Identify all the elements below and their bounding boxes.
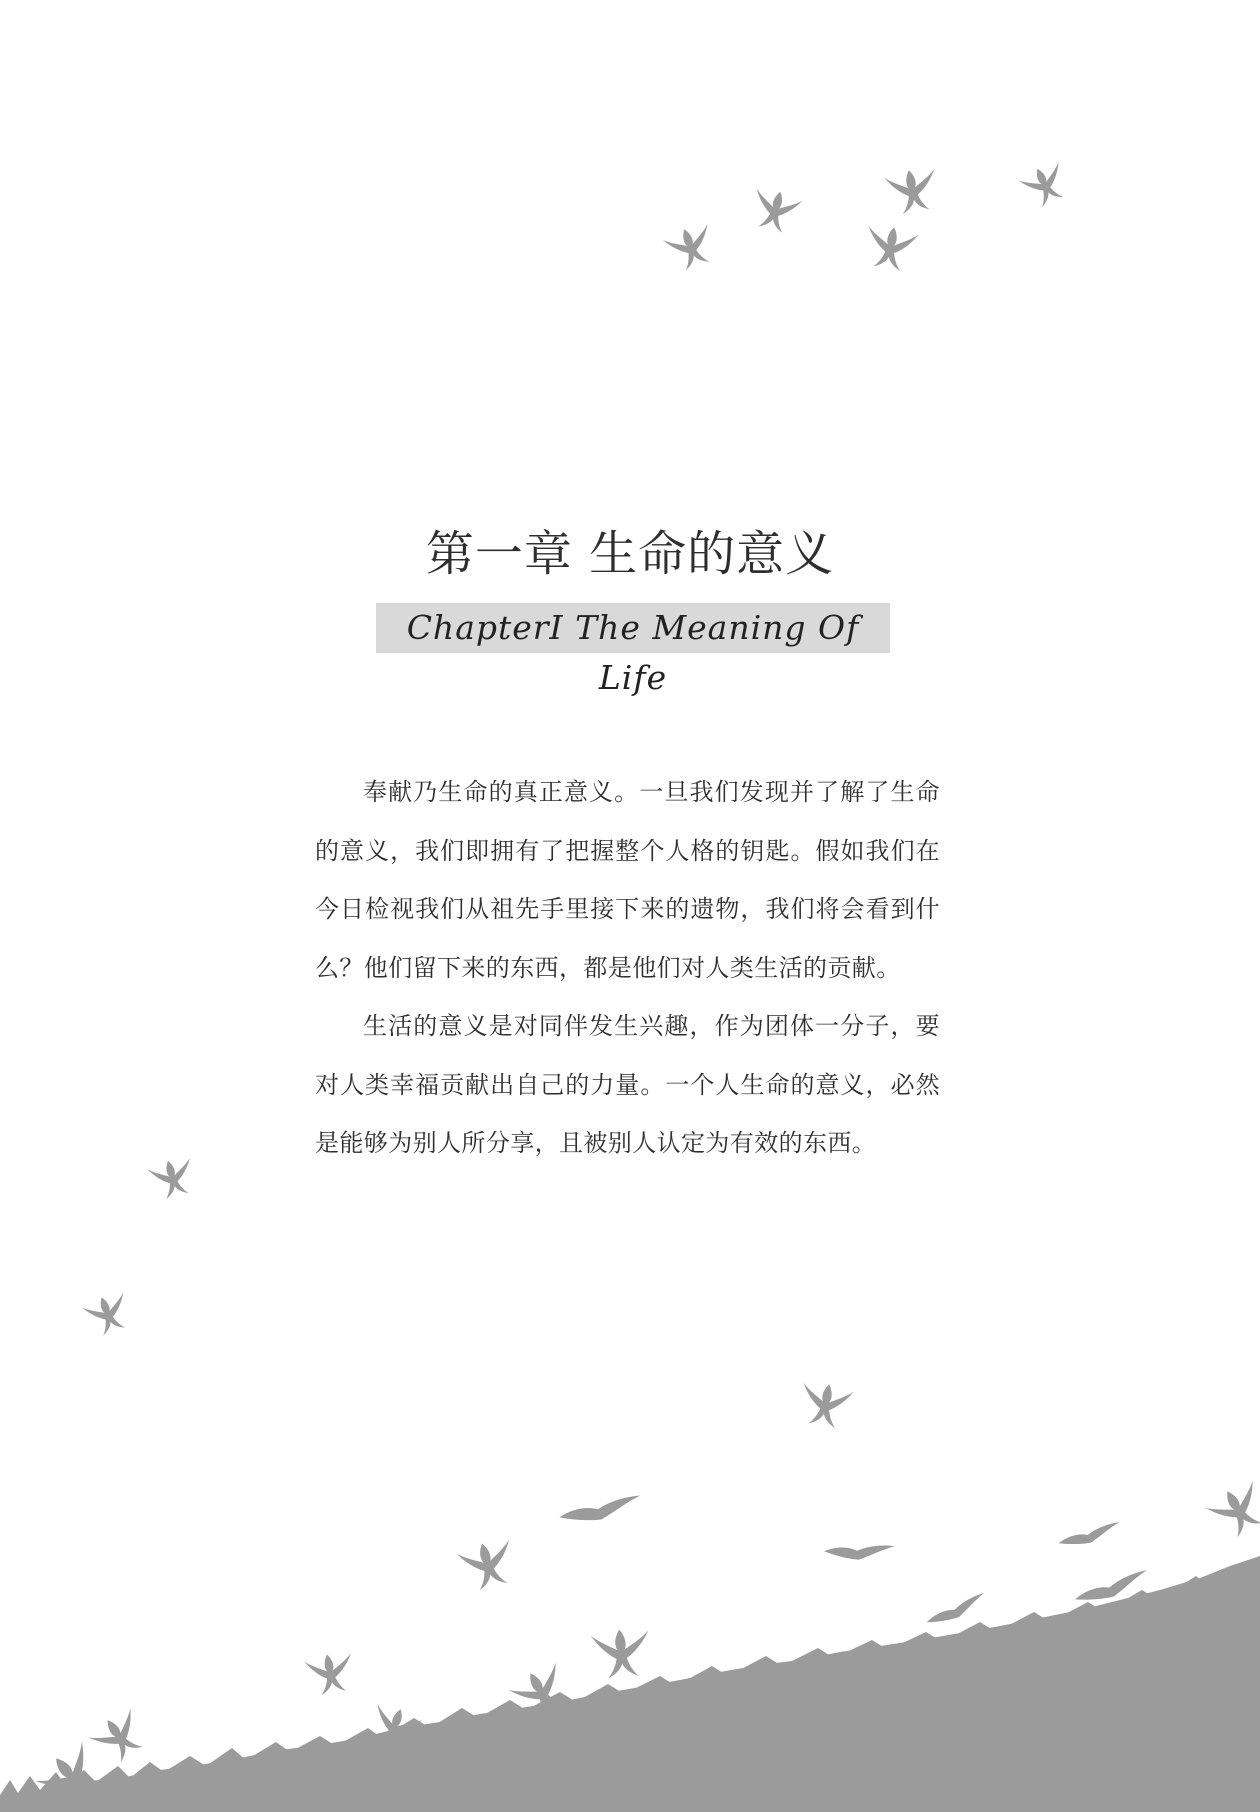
bird-silhouette-icon — [147, 1155, 199, 1202]
bird-silhouette-icon — [87, 1706, 153, 1770]
paragraph: 奉献乃生命的真正意义。一旦我们发现并了解了生命的意义，我们即拥有了把握整个人格的钥匙。假如我们在今日检视我们从祖先手里接下来的遗物，我们将会看到什么？他们留下来的东西，都是他们对人类生活的贡献。 — [315, 778, 940, 982]
bird-silhouette-icon — [1204, 1478, 1260, 1544]
bird-silhouette-icon — [797, 1380, 855, 1430]
bird-silhouette-icon — [884, 166, 942, 216]
chapter-subtitle-band — [376, 603, 890, 697]
bird-silhouette-icon — [1057, 1522, 1123, 1549]
bird-silhouette-icon — [558, 1495, 643, 1525]
bird-silhouette-icon — [1017, 160, 1072, 212]
bird-silhouette-icon — [747, 186, 803, 236]
bird-silhouette-icon — [81, 1290, 135, 1339]
chapter-body — [315, 763, 940, 1173]
bird-silhouette-icon — [304, 1650, 358, 1697]
bird-silhouette-icon — [590, 1627, 652, 1679]
hillside-silhouette — [0, 1560, 1260, 1812]
bird-silhouette-icon — [456, 1536, 520, 1593]
paragraph: 生活的意义是对同伴发生兴趣，作为团体一分子，要对人类幸福贡献出自己的力量。一个人生命的意义，必然是能够为别人所分享，且被别人认定为有效的东西。 — [315, 1012, 940, 1157]
chapter-subtitle: ChapterI The Meaning Of Life — [406, 608, 860, 697]
bird-silhouette-icon — [662, 221, 720, 274]
bird-silhouette-icon — [824, 1542, 895, 1561]
chapter-title: 第一章 生命的意义 — [425, 526, 835, 582]
bird-silhouette-icon — [862, 223, 920, 273]
